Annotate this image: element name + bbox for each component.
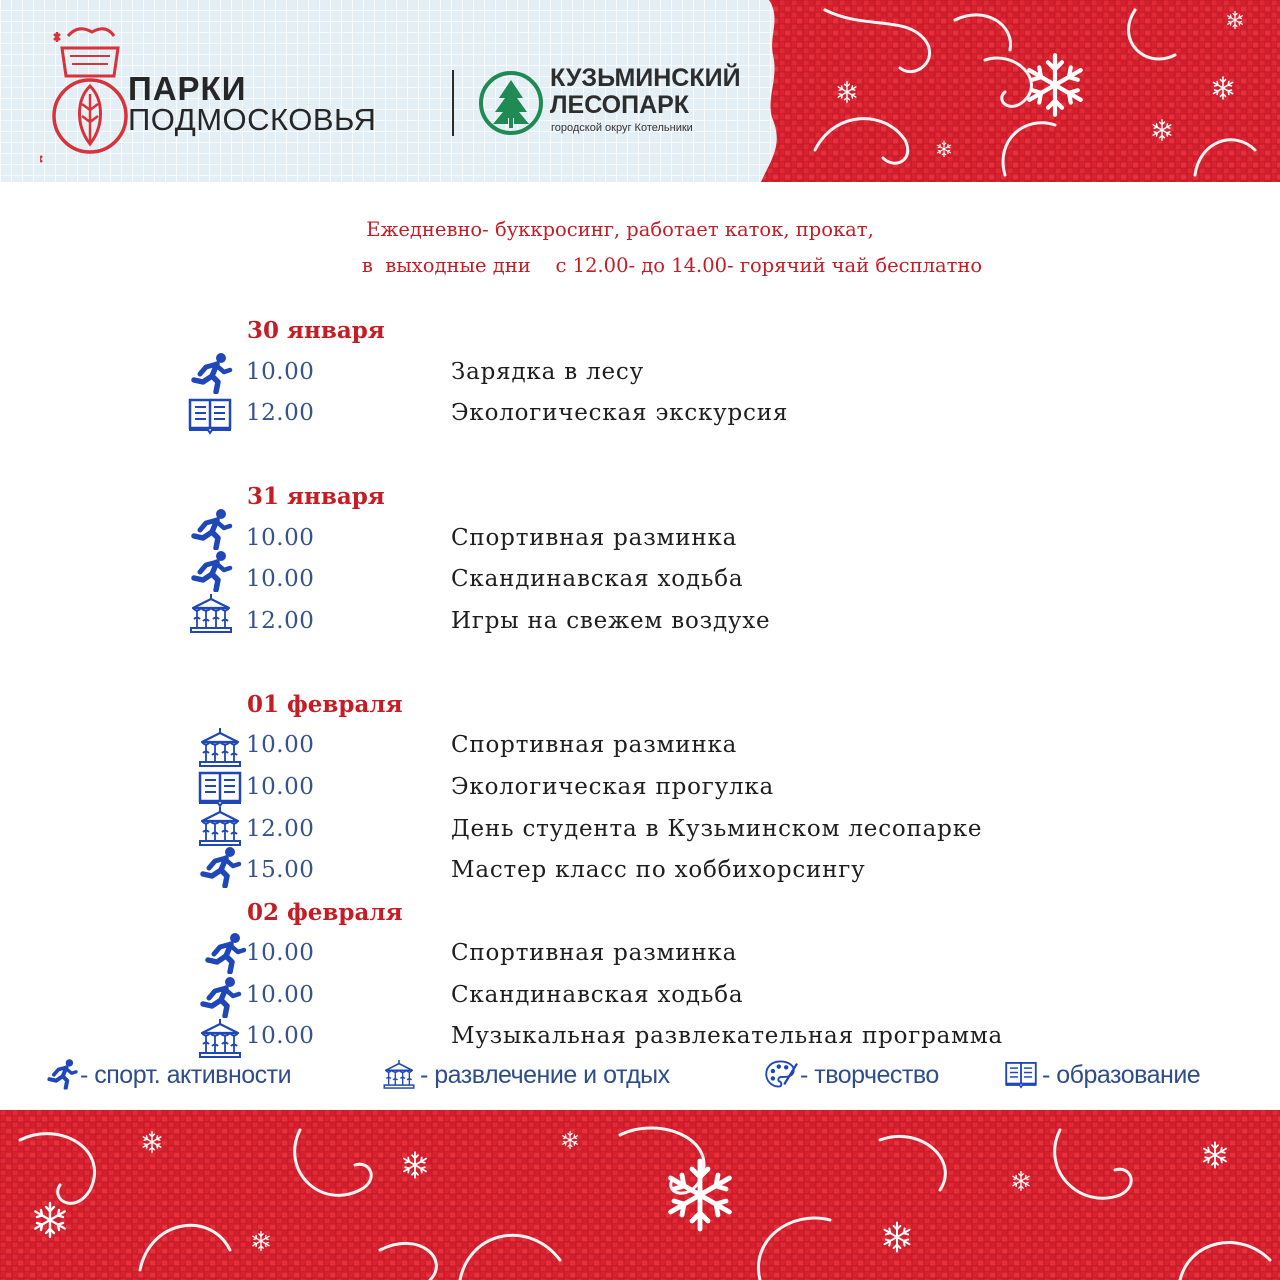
brand-parks-line2: ПОДМОСКОВЬЯ xyxy=(128,102,377,137)
education-icon xyxy=(197,767,243,809)
event-time: 10.00 xyxy=(246,732,315,758)
intro-line-1: Ежедневно- буккросинг, работает каток, прокат, xyxy=(366,218,874,241)
intro-line-2: в выходные дни с 12.00- до 14.00- горячий чай бесплатно xyxy=(361,254,983,277)
legend-entertainment-label: - развлечение и отдых xyxy=(420,1061,670,1089)
event-title: Скандинавская ходьба xyxy=(451,566,744,592)
logo-divider xyxy=(452,70,454,136)
footer-ornament xyxy=(0,1110,1280,1280)
education-icon xyxy=(1004,1058,1038,1090)
legend-creativity-label: - творчество xyxy=(800,1061,939,1089)
event-time: 10.00 xyxy=(246,940,315,966)
sport-icon xyxy=(202,932,248,974)
event-title: Спортивная разминка xyxy=(451,525,738,551)
event-title: Спортивная разминка xyxy=(451,940,738,966)
event-time: 12.00 xyxy=(246,608,315,634)
event-title: Игры на свежем воздухе xyxy=(451,608,771,634)
brand-forest-subtitle: городской округ Котельники xyxy=(551,122,693,134)
palette-icon xyxy=(764,1058,798,1090)
entertainment-icon xyxy=(382,1058,416,1090)
event-time: 10.00 xyxy=(246,359,315,385)
sport-icon xyxy=(197,976,243,1018)
event-time: 10.00 xyxy=(246,566,315,592)
forest-logo-icon xyxy=(478,70,544,136)
date-heading: 31 января xyxy=(247,483,385,510)
legend-sport-label: - спорт. активности xyxy=(80,1061,292,1089)
entertainment-icon xyxy=(197,805,243,847)
event-time: 10.00 xyxy=(246,1023,315,1049)
event-time: 15.00 xyxy=(246,857,315,883)
sport-icon xyxy=(197,846,243,888)
event-title: Зарядка в лесу xyxy=(451,359,644,385)
header-ornament xyxy=(755,0,1280,182)
event-title: День студента в Кузьминском лесопарке xyxy=(451,816,983,842)
date-heading: 30 января xyxy=(247,317,385,344)
event-time: 12.00 xyxy=(246,400,315,426)
legend-education-label: - образование xyxy=(1042,1061,1201,1089)
entertainment-icon xyxy=(188,592,234,634)
event-title: Экологическая экскурсия xyxy=(451,400,789,426)
brand-forest-line1: КУЗЬМИНСКИЙ xyxy=(550,64,741,92)
sport-icon xyxy=(188,550,234,592)
event-title: Музыкальная развлекательная программа xyxy=(451,1023,1004,1049)
event-time: 10.00 xyxy=(246,525,315,551)
event-time: 10.00 xyxy=(246,774,315,800)
event-title: Спортивная разминка xyxy=(451,732,738,758)
education-icon xyxy=(187,394,233,436)
event-time: 10.00 xyxy=(246,982,315,1008)
entertainment-icon xyxy=(197,1017,243,1059)
event-time: 12.00 xyxy=(246,816,315,842)
date-heading: 02 февраля xyxy=(247,899,403,926)
sport-icon xyxy=(188,508,234,550)
sport-icon xyxy=(188,352,234,394)
entertainment-icon xyxy=(197,726,243,768)
sport-icon xyxy=(45,1058,79,1090)
brand-parks-line1: ПАРКИ xyxy=(128,70,247,107)
brand-forest-line2: ЛЕСОПАРК xyxy=(550,91,690,119)
event-title: Скандинавская ходьба xyxy=(451,982,744,1008)
event-title: Мастер класс по хоббихорсингу xyxy=(451,857,866,883)
header-banner xyxy=(0,0,1280,182)
event-title: Экологическая прогулка xyxy=(451,774,775,800)
date-heading: 01 февраля xyxy=(247,691,403,718)
